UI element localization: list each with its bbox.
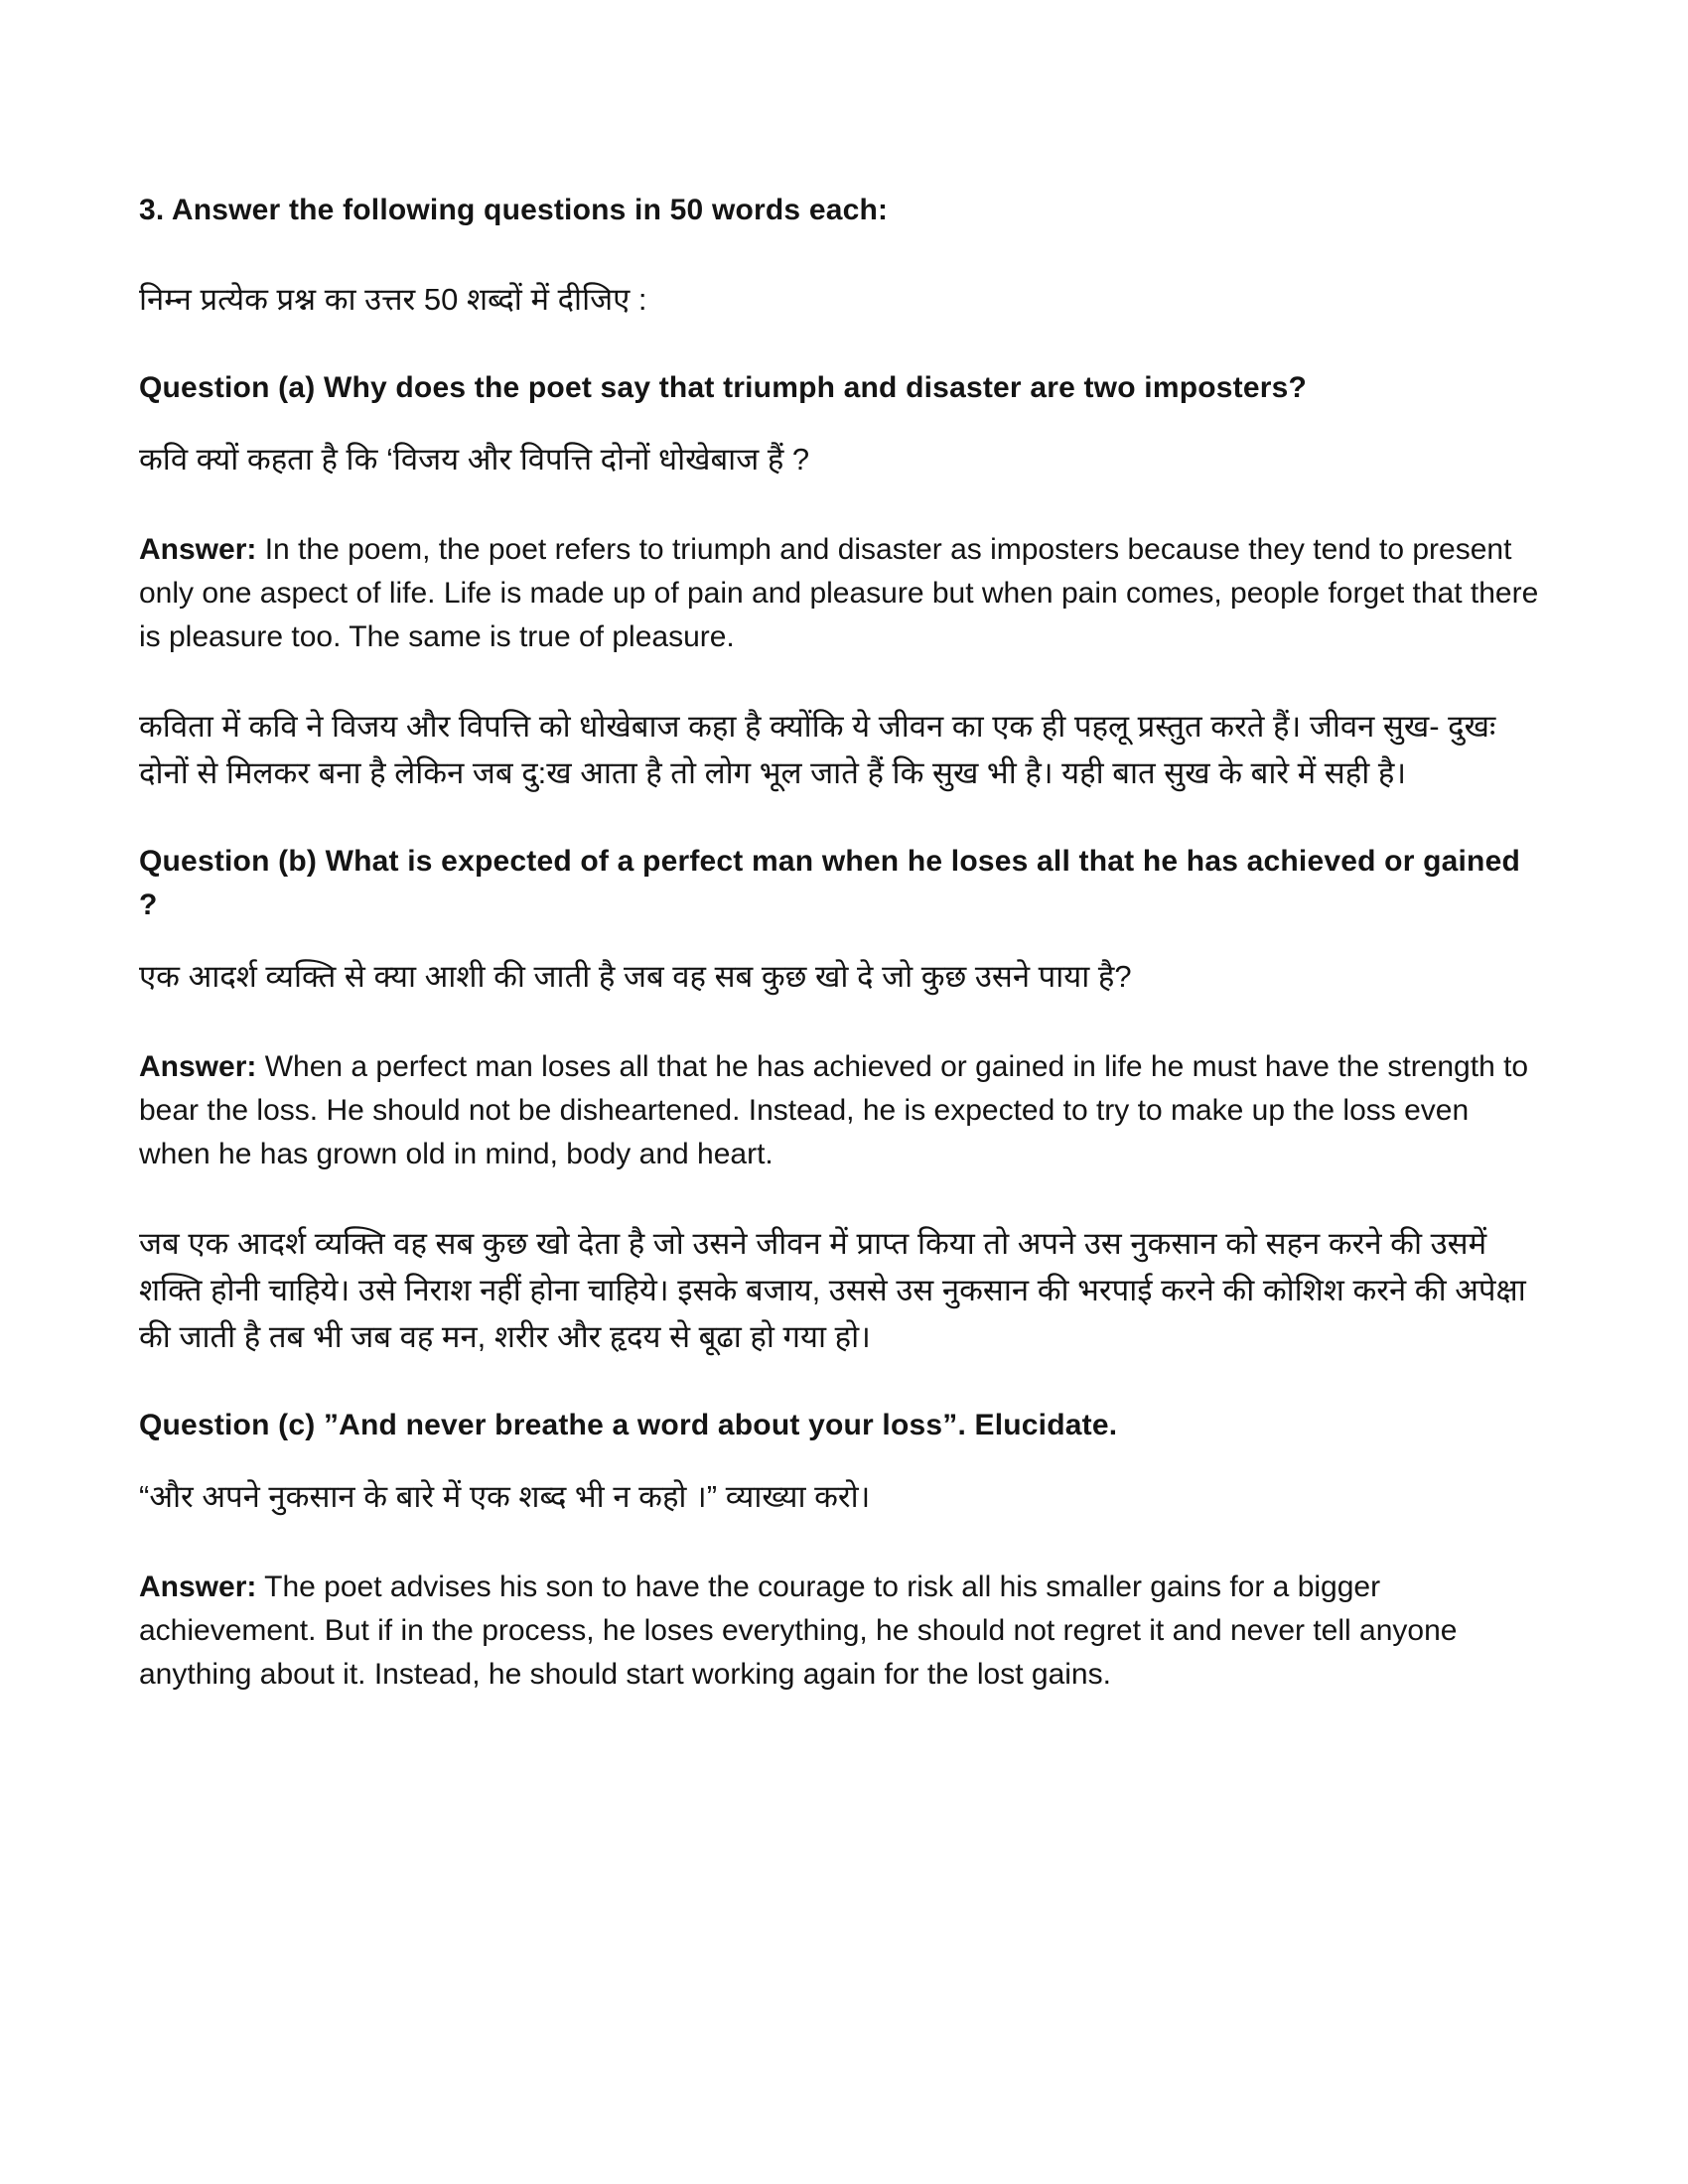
- question-a-hindi: कवि क्यों कहता है कि ‘विजय और विपत्ति दोनों धोखेबाज हैं ?: [139, 442, 810, 477]
- document-content: [139, 189, 1541, 1740]
- question-a-title: Question (a) Why does the poet say that triumph and disaster are two imposters?: [139, 371, 1307, 404]
- answer-c-english: [139, 1566, 1541, 1697]
- answer-b-hindi: जब एक आदर्श व्यक्ति वह सब कुछ खो देता है जो उसने जीवन में प्राप्त किया तो अपने उस नुकसान को सहन करने की उसमें शक्ति होनी चाहिये। उसे निराश नहीं होना चाहिये। इसके बजाय, उससे उस नुकसान की भरपाई करने की कोशिश करने की अपेक्षा की जाती है तब भी जब वह मन, शरीर और हृदय से बूढा हो गया हो।: [139, 1226, 1526, 1354]
- answer-c-text: The poet advises his son to have the courage to risk all his smaller gains for a bigger achievement. But if in the process, he loses everything, he should not regret it and never tell anyone anything about it. Instead, he should start working again for the lost gains.: [139, 1570, 1458, 1691]
- answer-a-hindi: कविता में कवि ने विजय और विपत्ति को धोखेबाज कहा है क्योंकि ये जीवन का एक ही पहलू प्रस्तुत करते हैं। जीवन सुख- दुखः दोनों से मिलकर बना है लेकिन जब दु:ख आता है तो लोग भूल जाते हैं कि सुख भी है। यही बात सुख के बारे में सही है।: [139, 709, 1496, 790]
- question-c-title: Question (c) ”And never breathe a word about your loss”. Elucidate.: [139, 1409, 1118, 1441]
- question-block-a: [139, 366, 1541, 796]
- question-b-hindi: एक आदर्श व्यक्ति से क्या आशी की जाती है जब वह सब कुछ खो दे जो कुछ उसने पाया है?: [139, 959, 1132, 994]
- answer-a-text: In the poem, the poet refers to triumph and disaster as imposters because they tend to present only one aspect of life. Life is made up of pain and pleasure but when pain comes, people forget that there is pleasure too. The same is true of pleasure.: [139, 533, 1539, 653]
- question-block-b: [139, 840, 1541, 1360]
- question-b-title: Question (b) What is expected of a perfect man when he loses all that he has achieved or gained ?: [139, 845, 1520, 921]
- answer-label: Answer:: [139, 1050, 257, 1083]
- section-heading: 3. Answer the following questions in 50 words each:: [139, 194, 889, 226]
- answer-b-english: [139, 1045, 1541, 1176]
- answer-label: Answer:: [139, 533, 257, 566]
- answer-label: Answer:: [139, 1570, 257, 1603]
- answer-a-english: [139, 528, 1541, 659]
- instruction-hindi: निम्न प्रत्येक प्रश्न का उत्तर 50 शब्दों में दीजिए :: [139, 282, 647, 317]
- question-c-hindi: “और अपने नुकसान के बारे में एक शब्द भी न कहो ।” व्याख्या करो।: [139, 1479, 871, 1514]
- question-block-c: [139, 1404, 1541, 1697]
- answer-b-text: When a perfect man loses all that he has achieved or gained in life he must have the strength to bear the loss. He should not be disheartened. Instead, he is expected to try to make up the loss even when he has grown old in mind, body and heart.: [139, 1050, 1529, 1170]
